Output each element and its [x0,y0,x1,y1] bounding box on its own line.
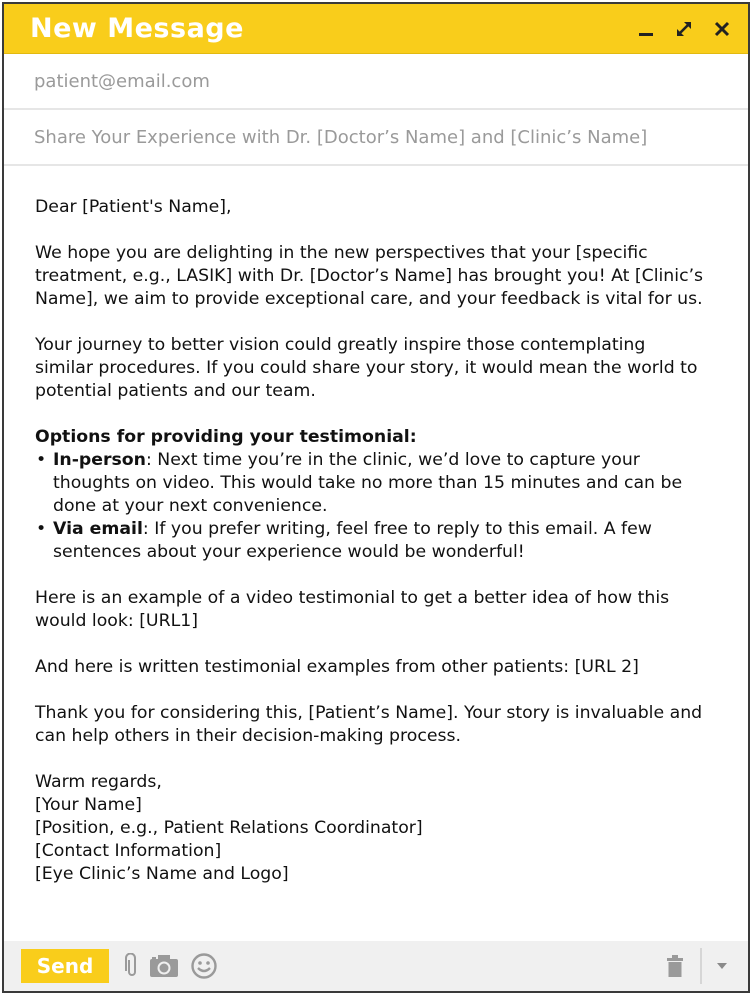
signature [35,771,708,886]
close-icon[interactable] [710,17,734,41]
signature-line: Warm regards, [35,772,162,792]
options-list [35,449,708,564]
attachment-icon[interactable] [125,953,139,979]
to-field-value: patient@email.com [34,70,210,92]
send-button[interactable]: Send [21,949,109,983]
window-title: New Message [30,13,244,44]
options-heading: Options for providing your testimonial: [35,427,417,447]
compose-window [2,2,750,993]
expand-icon[interactable] [672,17,696,41]
camera-icon[interactable] [149,954,179,978]
paragraph-intro: We hope you are delighting in the new perspectives that your [specific treatment, e.g., LASIK] with Dr. [Doctor’s Name] has brought you! At [Clinic’s Name], we aim to provide exceptional care, and your feedback is vital for us. [35,243,704,309]
list-item [53,518,708,564]
option-label: In-person [53,450,146,470]
option-text: : Next time you’re in the clinic, we’d love to capture your thoughts on video. This would take no more than 15 minutes and can be done at your next convenience. [53,450,683,516]
paragraph-video-example: Here is an example of a video testimonial to get a better idea of how this would look: [URL1] [35,588,670,631]
to-field[interactable] [4,54,748,110]
greeting: Dear [Patient's Name], [35,197,232,217]
emoji-icon[interactable] [191,953,217,979]
trash-icon[interactable] [666,955,684,977]
title-bar [4,4,748,54]
compose-toolbar [4,941,748,991]
signature-line: [Eye Clinic’s Name and Logo] [35,864,289,884]
paragraph-thanks: Thank you for considering this, [Patient’s Name]. Your story is invaluable and can help others in their decision-making process. [35,703,703,746]
option-label: Via email [53,519,143,539]
option-text: : If you prefer writing, feel free to reply to this email. A few sentences about your experience would be wonderful! [53,519,652,562]
list-item [53,449,708,518]
minimize-icon[interactable] [634,17,658,41]
message-body[interactable] [4,166,748,910]
paragraph-journey: Your journey to better vision could greatly inspire those contemplating similar procedures. If you could share your story, it would mean the world to potential patients and our team. [35,335,698,401]
toolbar-right [656,941,748,991]
toolbar-divider [700,948,702,984]
subject-field[interactable] [4,110,748,166]
signature-line: [Position, e.g., Patient Relations Coordinator] [35,818,423,838]
signature-line: [Your Name] [35,795,142,815]
more-options-icon[interactable] [716,962,728,970]
paragraph-written-example: And here is written testimonial examples from other patients: [URL 2] [35,657,639,677]
subject-field-value: Share Your Experience with Dr. [Doctor’s Name] and [Clinic’s Name] [34,126,648,148]
window-controls [634,17,734,41]
signature-line: [Contact Information] [35,841,222,861]
